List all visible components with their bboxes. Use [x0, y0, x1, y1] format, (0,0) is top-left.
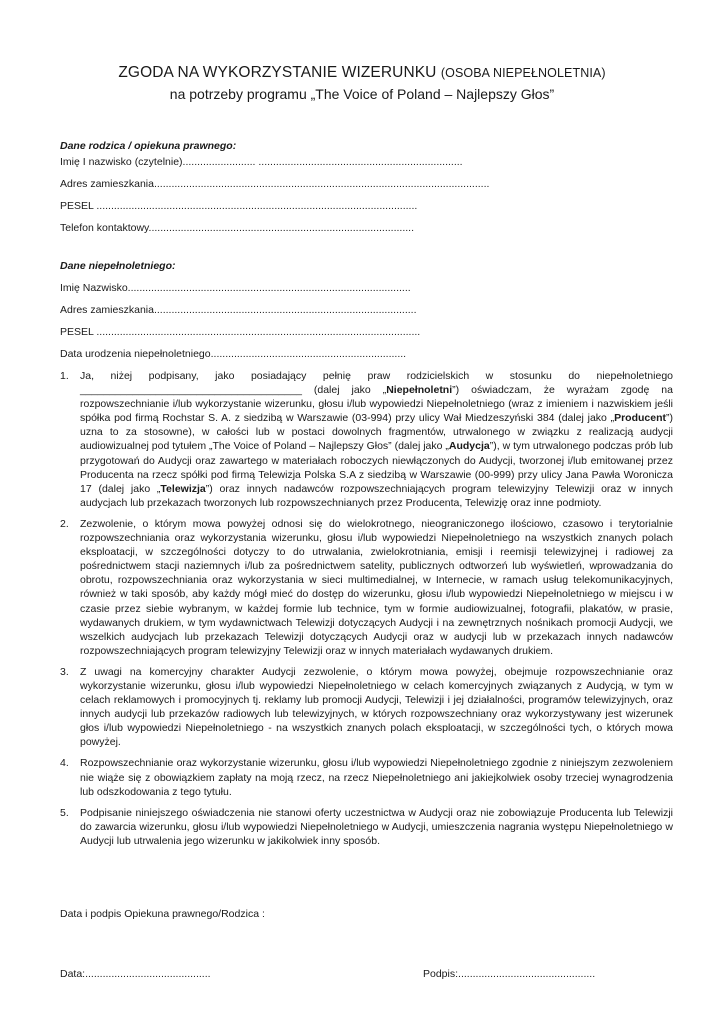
clause-1	[60, 369, 673, 510]
clause-number: 2.	[60, 517, 69, 530]
clause-text: Ja, niżej podpisany, jako posiadający pełnię praw rodzicielskich w stosunku do niepełnoletniego ______________________________________ (dalej jako „	[80, 370, 673, 397]
parent-section-heading: Dane rodzica / opiekuna prawnego:	[60, 140, 237, 152]
clause-number: 3.	[60, 665, 69, 678]
clause-number: 1.	[60, 370, 69, 382]
defined-term: Telewizja	[160, 482, 206, 495]
defined-term: Audycja	[448, 440, 490, 453]
clause-text: Podpisanie niniejszego oświadczenia nie stanowi oferty uczestnictwa w Audycji oraz nie zobowiązuje Producenta lub Telewizji do zawarcia wizerunku, głosu i/lub wypowiedzi Niepełnoletniego w Audycji, umieszczenia nagrania występu Niepełnoletniego w Audycji lub utrwalenia jego wizerunku w jakikolwiek inny sposób.	[80, 806, 673, 847]
minor-address-field[interactable]: Adres zamieszkania..........................................................................................	[60, 304, 417, 316]
defined-term: Producent	[614, 412, 666, 425]
clause-3	[60, 665, 673, 750]
date-field[interactable]: Data:...........................................	[60, 968, 211, 980]
document-subtitle: na potrzeby programu „The Voice of Poland – Najlepszy Głos”	[169, 86, 555, 102]
clause-text: ”) uzna to za stosowne), w całości lub w postaci dowolnych fragmentów, utrwalonego w związku z realizacją audycji audiowizualnej pod tytułem „The Voice of Poland – Najlepszy Głos” (dalej jako „	[80, 412, 673, 453]
clause-text: Rozpowszechnianie oraz wykorzystanie wizerunku, głosu i/lub wypowiedzi Niepełnoletniego zgodnie z niniejszym zezwoleniem nie wiąże się z obowiązkiem zapłaty na moją rzecz, na rzecz Niepełnoletniego ani jakiejkolwiek osoby trzeciej wynagrodzenia lub odszkodowania z tego tytułu.	[80, 757, 673, 798]
title-main: ZGODA NA WYKORZYSTANIE WIZERUNKU	[118, 64, 441, 81]
parent-pesel-field[interactable]: PESEL ..............................................................................................................	[60, 200, 418, 212]
clause-number: 4.	[60, 757, 69, 770]
minor-pesel-field[interactable]: PESEL ...............................................................................................................	[60, 326, 421, 338]
clause-4	[60, 756, 673, 798]
minor-birthdate-field[interactable]: Data urodzenia niepełnoletniego...................................................................	[60, 348, 407, 360]
signature-field[interactable]: Podpis:...............................................	[423, 968, 596, 980]
minor-section-heading: Dane niepełnoletniego:	[60, 260, 176, 272]
defined-term: Niepełnoletni	[386, 384, 453, 397]
clause-text: Z uwagi na komercyjny charakter Audycji zezwolenie, o którym mowa powyżej, obejmuje rozpowszechnianie oraz wykorzystanie wizerunku, głosu i/lub wypowiedzi Niepełnoletniego w celach komercyjnych związanych z Audycją, w tym w celach reklamowych i promocyjnych tj. reklamy lub promocji Audycji, Telewizji i jej działalności, programów telewizyjnych, oraz innych audycji lub przekazów radiowych lub telewizyjnych, w których rozpowszechniany oraz wykorzystywany jest wizerunek głos i/lub wypowiedzi Niepełnoletniego - na wszystkich znanych polach eksploatacji, w szczególności tych, o których mowa powyżej.	[80, 665, 673, 749]
clause-text: ”) oświadczam, że wyrażam zgodę na rozpowszechnianie i/lub wykorzystanie wizerunku, głosu i/lub wypowiedzi Niepełnoletniego (wraz z imieniem i nazwiskiem jeśli spółka pod firmą Rochstar S. A. z siedzibą w Warszawie (03-994) przy ulicy Wał Miedzeszyński 384 (dalej jako „	[80, 384, 673, 425]
parent-phone-field[interactable]: Telefon kontaktowy...........................................................................................	[60, 222, 414, 234]
minor-name-field[interactable]: Imię Nazwisko.................................................................................................	[60, 282, 411, 294]
clause-5	[60, 806, 673, 848]
clause-text: ”) oraz innych nadawców rozpowszechniających program telewizyjny Telewizji oraz w innych audycjach lub przekazach tworzonych lub rozpowszechnianych przez Producenta, Telewizję oraz inne podmioty.	[80, 482, 673, 509]
clause-text: ”), w tym utrwalonego podczas prób lub przygotowań do Audycji oraz zawartego w materiałach roboczych niewłączonych do Audycji, tworzonej i/lub emitowanej przez Producenta na rzecz spółki pod firmą Telewizja Polska S.A z siedzibą w Warszawie (00-999) przy ulicy Jana Pawła Woronicza 17 (dalej jako „	[80, 440, 673, 495]
clause-text: Zezwolenie, o którym mowa powyżej odnosi się do wielokrotnego, nieograniczonego ilościowo, czasowo i terytorialnie rozpowszechniania oraz wykorzystania wizerunku, głosu i/lub wypowiedzi Niepełnoletniego na wszystkich znanych polach eksploatacji, w szczególności dotyczy to do utrwalania, zwielokrotniania, emisji i reemisji telewizyjnej i radiowej za pośrednictwem stacji naziemnych i/lub za pośrednictwem satelity, publicznych odtworzeń lub wyświetleń, wprowadzania do obrotu, rozpowszechniania oraz wykorzystania w sieci multimedialnej, w Internecie, w ramach usług telekomunikacyjnych, również w taki sposób, aby każdy mógł mieć do dostęp do wizerunku, głosu i/lub wypowiedzi Niepełnoletniego w miejscu i w czasie przez siebie wybranym, w każdej formie lub technice, tym w formie audiowizualnej, fotografii, plakatów, w prasie, wydawanych drukiem, w tym wydawnictwach Telewizji dotyczących Audycji i na zewnętrznych nośnikach promocji Audycji, we wszelkich audycjach lub przekazach Telewizji dotyczących Audycji oraz w audycji lub w przekazach innych nadawców rozpowszechniających program telewizyjny Telewizji oraz w innych materiałach wydawanych drukiem.	[80, 517, 673, 657]
clause-2	[60, 517, 673, 658]
parent-address-field[interactable]: Adres zamieszkania...................................................................................................................	[60, 178, 490, 190]
document-title	[0, 64, 724, 82]
signature-section-label: Data i podpis Opiekuna prawnego/Rodzica :	[60, 908, 265, 920]
clause-number: 5.	[60, 806, 69, 819]
consent-clauses-list	[60, 369, 673, 855]
parent-name-field[interactable]: Imię I nazwisko (czytelnie)......................... ......................................................................	[60, 156, 463, 168]
title-parenthetical: (OSOBA NIEPEŁNOLETNIA)	[440, 66, 606, 80]
